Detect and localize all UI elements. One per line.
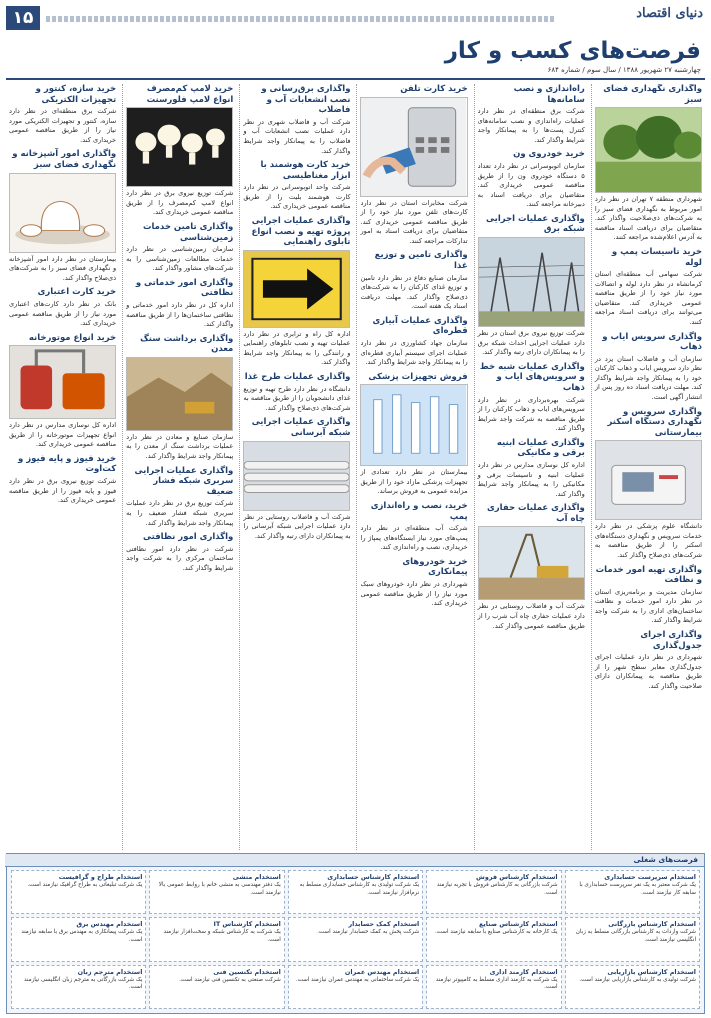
ad-body: بیمارستان در نظر دارد تعدادی از تجهیزات پزشکی مازاد خود را از طریق مزایده عمومی به فروش برساند. [360, 468, 468, 496]
ad-title: واگذاری تامین و توزیع غذا [374, 250, 468, 271]
ad-body: اداره کل در نظر دارد امور خدماتی و نظافتی ساختمان‌ها را از طریق مناقصه واگذار کند. [126, 301, 234, 329]
job-ad-body: یک شرکت معتبر به یک نفر سرپرست حسابداری با سابقه کار نیازمند است. [579, 882, 696, 896]
job-ad [288, 917, 423, 961]
ad-title: خرید لامپ کم‌مصرف انواع لامپ فلورسنت [146, 84, 234, 105]
ad-body: شرکت بهره‌برداری در نظر دارد سرویس‌های ایاب و ذهاب کارکنان را از طریق مناقصه به شرکت واجد شرایط واگذار کند. [477, 395, 585, 433]
ad-body: دانشگاه در نظر دارد طرح تهیه و توزیع غذای دانشجویان را از طریق مناقصه به شرکت‌های ذی‌صلاح واگذار کند. [243, 384, 351, 412]
ad-title: واگذاری نگهداری فضای سبز [603, 84, 702, 105]
ad-body: شهرداری منطقه ۷ تهران در نظر دارد امور مربوط به نگهداری فضای سبز را به شرکت‌های ذی‌صلاحیت واگذار کند. متقاضیان برای دریافت اسناد مناقصه به آدرس اعلام‌شده مراجعه کنند. [594, 195, 703, 242]
ad-body: دانشگاه علوم پزشکی در نظر دارد خدمات سرویس و نگهداری دستگاه‌های اسکنر را از طریق مناقصه به شرکت‌های ذی‌صلاح واگذار کند. [594, 522, 702, 560]
drilling-rig-photo [478, 526, 585, 600]
dateline: چهارشنبه ۲۷ شهریور ۱۳۸۸ / سال سوم / شماره ۶۸۴ [547, 66, 701, 74]
decorative-rule [46, 16, 555, 22]
ad-body: شرکت توزیع نیروی برق در نظر دارد فیوز و پایه فیوز را از طریق مناقصه عمومی خریداری کند. [8, 477, 117, 505]
job-ad-title: استخدام کمک حسابدار [348, 920, 420, 929]
ad-body: سازمان زمین‌شناسی در نظر دارد خدمات مطالعات زمین‌شناسی را به شرکت‌های مشاور واگذار کند. [126, 245, 234, 273]
job-ad [11, 917, 146, 961]
ad-title: واگذاری عملیات اجرایی شبکه آبرسانی [251, 417, 351, 438]
ad-title: واگذاری اجرای جدول‌گذاری [640, 630, 702, 651]
ad-body: شرکت آب و فاضلاب روستایی در نظر دارد عملیات اجرایی شبکه آبرسانی را به پیمانکاران دارای رتبه واگذار کند. [243, 512, 351, 540]
ad-item [243, 84, 350, 156]
ad-title: واگذاری عملیات اجرایی سربری شبکه فشار ضعیف [134, 465, 234, 497]
power-substation-photo [478, 237, 585, 327]
ad-title: فروش تجهیزات پزشکی [368, 371, 468, 382]
ad-body: شرکت آب و فاضلاب روستایی در نظر دارد عملیات حفاری چاه آب شرب را از طریق مناقصه عمومی واگذار کند. [477, 602, 585, 630]
ad-body: شرکت مخابرات استان در نظر دارد کارت‌های تلفن مورد نیاز خود را از طریق مناقصه عمومی خریداری کند. متقاضیان برای دریافت اسناد به امور تدارکات مراجعه کنند. [360, 198, 468, 245]
ad-title: خرید کارت تلفن [400, 84, 468, 94]
job-ad-body: شرکت تولیدی به کارشناس بازاریابی نیازمند است. [579, 976, 696, 983]
ad-item [478, 503, 585, 631]
ad-body: سازمان جهاد کشاورزی در نظر دارد عملیات اجرای سیستم آبیاری قطره‌ای را به پیمانکار واجد شرایط واگذار کند. [360, 339, 468, 367]
ad-item [126, 222, 233, 274]
ad-body: سازمان اتوبوسرانی در نظر دارد تعداد ۵ دستگاه خودروی ون را از طریق مناقصه عمومی خریداری کند. متقاضیان برای دریافت اسناد به دبیرخانه مراجعه کنند. [477, 162, 585, 209]
job-ad-title: استخدام طراح و گرافیست [58, 873, 143, 881]
job-ad-title: استخدام مترجم زبان [77, 967, 143, 976]
ad-body: بانک در نظر دارد کارت‌های اعتباری مورد نیاز را از طریق مناقصه عمومی خریداری کند. [8, 299, 117, 328]
ad-item [9, 454, 116, 506]
job-ad-title: استخدام کارشناس حسابداری [327, 873, 420, 881]
job-ad-title: استخدام کارشناس بازاریابی [607, 967, 696, 976]
ad-item [9, 287, 116, 328]
ad-item [126, 532, 233, 573]
ad-body: اداره کل نوسازی مدارس در نظر دارد عملیات ابنیه و تاسیسات برقی و مکانیکی را به پیمانکار واجد شرایط واگذار کند. [477, 461, 585, 498]
ad-body: شرکت برق منطقه‌ای در نظر دارد عملیات راه‌اندازی و نصب سامانه‌های کنترل پست‌ها را به پیمانکار واجد شرایط واگذار کند. [477, 107, 585, 144]
column-5 [122, 84, 236, 850]
ad-item [595, 630, 702, 691]
job-ad-title: استخدام کارشناس فروش [476, 873, 558, 881]
column-2 [474, 84, 588, 850]
job-ad-title: استخدام سرپرست حسابداری [604, 873, 696, 881]
job-ad-body: یک کارخانه به کارشناس صنایع با سابقه نیازمند است. [435, 929, 558, 936]
ad-title: واگذاری عملیات اجرایی شبکه برق [486, 213, 585, 235]
classifieds-grid [11, 870, 700, 1009]
ad-item [360, 316, 467, 368]
job-ad-title: استخدام کارشناس صنایع [479, 920, 558, 929]
job-ad [288, 965, 423, 1009]
ad-item [478, 149, 585, 209]
job-ad-body: یک شرکت تبلیغاتی به طراح گرافیک نیازمند است. [27, 882, 143, 888]
ad-item [478, 438, 585, 499]
ad-title: واگذاری برداشت سنگ معدن [140, 333, 234, 355]
job-ad [11, 965, 146, 1009]
ad-body: اداره کل نوسازی مدارس در نظر دارد انواع تجهیزات موتورخانه را از طریق مناقصه عمومی خریداری کند. [8, 421, 117, 449]
job-ad-title: استخدام مهندس برق [76, 920, 143, 929]
ad-body: شرکت آب منطقه‌ای در نظر دارد پمپ‌های مورد نیاز ایستگاه‌های پمپاژ را خریداری، نصب و راه‌اندازی کند. [360, 524, 468, 552]
job-ad-title: استخدام منشی [232, 873, 281, 881]
pipes-photo [243, 441, 350, 511]
ad-title: واگذاری امور آشپزخانه و نگهداری فضای سبز [12, 149, 117, 171]
classifieds-label: فرصت‌های شغلی [633, 855, 698, 864]
column-4 [239, 84, 353, 850]
ad-body: شرکت آب و فاضلاب شهری در نظر دارد عملیات نصب انشعابات آب و فاضلاب را به پیمانکار واجد شرایط واگذار کند. [243, 117, 351, 155]
ad-title: واگذاری سرویس ایاب و ذهاب [602, 331, 702, 353]
newspaper-logo: دنیای اقتصاد [636, 6, 703, 21]
job-ad [565, 917, 700, 961]
ad-title: خرید سازه، کنتور و تجهیزات الکتریکی [35, 84, 117, 105]
ad-title: واگذاری امور خدماتی و نظافتی [135, 277, 234, 299]
ad-body: شرکت توزیع برق در نظر دارد عملیات سربری شبکه فشار ضعیف را به پیمانکار واجد شرایط واگذار کند. [126, 499, 234, 527]
ad-title: واگذاری عملیات طرح غذا [244, 372, 351, 383]
phone-card-photo [360, 97, 467, 197]
job-ad [11, 870, 146, 914]
ad-columns [6, 84, 705, 850]
job-ad [149, 870, 284, 914]
ad-title: خرید کارت اعتباری [37, 287, 117, 298]
park-photo [595, 107, 702, 193]
ad-title: واگذاری عملیات ابنیه برقی و مکانیکی [496, 437, 585, 459]
ad-body: شرکت در نظر دارد امور نظافتی ساختمان مرکزی را به شرکت واجد شرایط واگذار کند. [126, 544, 234, 572]
ad-body: شهرداری در نظر دارد خودروهای سبک مورد نیاز را از طریق مناقصه عمومی خریداری کند. [360, 580, 468, 608]
ad-title: واگذاری عملیات حفاری چاه آب [486, 503, 585, 524]
ad-body: شرکت برق منطقه‌ای در نظر دارد سازه، کنتور و تجهیزات الکتریکی مورد نیاز را از طریق مناقصه عمومی خریداری کند. [8, 107, 117, 144]
ad-item [595, 565, 702, 626]
classifieds-header-bar [5, 854, 704, 867]
ad-item [595, 247, 702, 328]
ad-item [126, 84, 233, 218]
ad-title: راه‌اندازی و نصب سامانه‌ها [513, 84, 585, 105]
ad-title: خرید تاسیسات پمپ و لوله [611, 246, 702, 268]
job-ad [288, 870, 423, 914]
ad-title: خرید خودروهای پیمانکاری [402, 556, 468, 578]
job-ad [426, 965, 561, 1009]
job-ad-title: استخدام کارشناس IT [213, 920, 281, 929]
ad-title: واگذاری سرویس و نگهداری دستگاه اسکنر بیمارستانی [607, 406, 702, 438]
ad-title: خرید کارت هوشمند با ابزار مغناطیسی [260, 160, 351, 181]
syringes-photo [360, 384, 467, 466]
job-ad-body: یک شرکت تولیدی به کارشناس حسابداری مسلط به نرم‌افزار نیازمند است. [299, 882, 420, 896]
light-bulbs-photo [126, 107, 233, 187]
ad-title: خرید فیوز و پایه فیوز و کت‌اوت [18, 453, 117, 475]
job-ad [426, 870, 561, 914]
ad-item [243, 372, 350, 413]
job-ad [149, 965, 284, 1009]
quarry-photo [126, 357, 233, 431]
job-ad-body: شرکت صنعتی به تکنسین فنی نیازمند است. [179, 976, 281, 983]
boiler-room-photo [9, 345, 116, 419]
ad-item [243, 417, 350, 541]
ad-body: سازمان مدیریت و برنامه‌ریزی استان در نظر دارد امور خدمات و نظافت ساختمان‌های اداری را به شرکت واجد شرایط واگذار کند. [594, 587, 702, 625]
masthead [6, 4, 705, 80]
column-1 [591, 84, 705, 850]
column-3 [356, 84, 470, 850]
ad-title: واگذاری عملیات اجرایی پروژه تهیه و نصب انواع تابلوی راهنمایی [251, 215, 351, 248]
ad-item [595, 407, 702, 561]
ad-title: خرید خودروی ون [513, 149, 585, 160]
job-ad-body: شرکت پخش به کمک حسابدار نیازمند است. [317, 929, 420, 936]
ad-item [360, 250, 467, 311]
tea-set-photo [9, 173, 116, 253]
job-ad [565, 870, 700, 914]
scanner-photo [595, 440, 702, 520]
ad-body: شرکت سهامی آب منطقه‌ای استان کرمانشاه در نظر دارد لوله و اتصالات مورد نیاز خود را از طریق مناقصه عمومی خریداری کند. متقاضیان می‌توانند برای دریافت اسناد مراجعه کنند. [594, 270, 702, 326]
ad-body: شرکت توزیع نیروی برق استان در نظر دارد عملیات اجرایی احداث شبکه برق را به پیمانکاران دارای رتبه واگذار کند. [477, 329, 585, 357]
job-ad-title: استخدام تکنسین فنی [213, 967, 281, 976]
job-ad [426, 917, 561, 961]
job-ad-body: یک دفتر مهندسی به منشی خانم با روابط عمومی بالا نیازمند است. [158, 882, 281, 896]
page-number: ۱۵ [6, 6, 40, 30]
ad-body: سازمان صنایع و معادن در نظر دارد عملیات برداشت سنگ از معدن را به پیمانکار واجد شرایط واگذار کند. [126, 432, 234, 461]
job-ad-title: استخدام کارمند اداری [489, 967, 558, 976]
section-title: فرصت‌های کسب و کار [444, 38, 701, 64]
ad-item [360, 372, 467, 497]
ad-item [126, 334, 233, 462]
job-ad-body: یک شرکت به کارشناس شبکه و سخت‌افزار نیازمند است. [163, 929, 281, 943]
job-ad-body: یک شرکت ساختمانی به مهندس عمران نیازمند است. [295, 976, 420, 983]
job-ad [565, 965, 700, 1009]
ad-body: سازمان آب و فاضلاب استان یزد در نظر دارد سرویس ایاب و ذهاب کارکنان خود را به پیمانکار واجد شرایط واگذار کند. مهلت دریافت اسناد ده روز پس از انتشار آگهی است. [594, 354, 702, 401]
job-ad-body: شرکت بازرگانی به کارشناس فروش با تجربه نیازمند است. [436, 882, 558, 896]
road-sign-photo [243, 250, 350, 328]
ad-item [243, 216, 350, 368]
ad-body: شهرداری در نظر دارد عملیات اجرای جدول‌گذاری معابر سطح شهر را از طریق مناقصه به پیمانکاران دارای صلاحیت واگذار کند. [594, 653, 702, 690]
ad-item [360, 84, 467, 246]
column-6 [6, 84, 119, 850]
job-ad-body: شرکت واردات به کارشناس بازرگانی مسلط به زبان انگلیسی نیازمند است. [575, 929, 696, 943]
job-ad-body: یک شرکت بازرگانی به مترجم زبان انگلیسی نیازمند است. [23, 976, 143, 991]
ad-title: واگذاری عملیات شبه خط و سرویس‌های ایاب و ذهاب [479, 361, 585, 393]
ad-item [478, 214, 585, 358]
job-classifieds-box [6, 853, 705, 1014]
ad-body: بیمارستان در نظر دارد امور آشپزخانه و نگهداری فضای سبز را به شرکت‌های ذی‌صلاح واگذار کند. [8, 254, 117, 282]
ad-body: سازمان صنایع دفاع در نظر دارد تامین و توزیع غذای کارکنان را به شرکت‌های ذی‌صلاح واگذار کند. مهلت دریافت اسناد یک هفته است. [360, 273, 468, 311]
ad-item [360, 501, 467, 553]
ad-body: شرکت توزیع نیروی برق در نظر دارد انواع لامپ کم‌مصرف را از طریق مناقصه عمومی خریداری کند. [126, 189, 234, 217]
ad-item [9, 333, 116, 450]
ad-item [9, 84, 116, 145]
ad-body: شرکت واحد اتوبوسرانی در نظر دارد کارت هوشمند بلیت را از طریق مناقصه عمومی خریداری کند. [243, 183, 351, 211]
ad-item [595, 84, 702, 243]
ad-item [126, 466, 233, 529]
ad-title: واگذاری برق‌رسانی و نصب انشعابات آب و فاضلاب [261, 84, 351, 116]
ad-item [243, 160, 350, 212]
ad-item [9, 149, 116, 283]
ad-item [360, 557, 467, 609]
ad-title: واگذاری عملیات آبیاری قطره‌ای [372, 315, 468, 337]
ad-item [595, 332, 702, 403]
job-ad-title: استخدام مهندس عمران [344, 967, 420, 976]
ad-title: خرید انواع موتورخانه [28, 332, 117, 343]
job-ad-body: یک شرکت پیمانکاری به مهندس برق با سابقه نیازمند است. [21, 929, 143, 943]
ad-body: اداره کل راه و ترابری در نظر دارد عملیات تهیه و نصب تابلوهای راهنمایی و رانندگی را به پیمانکار واجد شرایط واگذار کند. [243, 329, 351, 367]
ad-item [478, 84, 585, 145]
ad-title: واگذاری امور نظافتی [143, 532, 234, 543]
job-ad-body: یک شرکت به کارمند اداری مسلط به کامپیوتر نیازمند است. [435, 976, 558, 991]
job-ad [149, 917, 284, 961]
ad-title: واگذاری تهیه امور خدمات و نظافت [595, 564, 702, 586]
ad-item [126, 278, 233, 330]
ad-item [478, 362, 585, 434]
job-ad-title: استخدام کارشناس بازرگانی [608, 920, 696, 929]
ad-title: خرید، نصب و راه‌اندازی پمپ [370, 500, 468, 522]
ad-title: واگذاری تامین خدمات زمین‌شناسی [142, 221, 234, 243]
